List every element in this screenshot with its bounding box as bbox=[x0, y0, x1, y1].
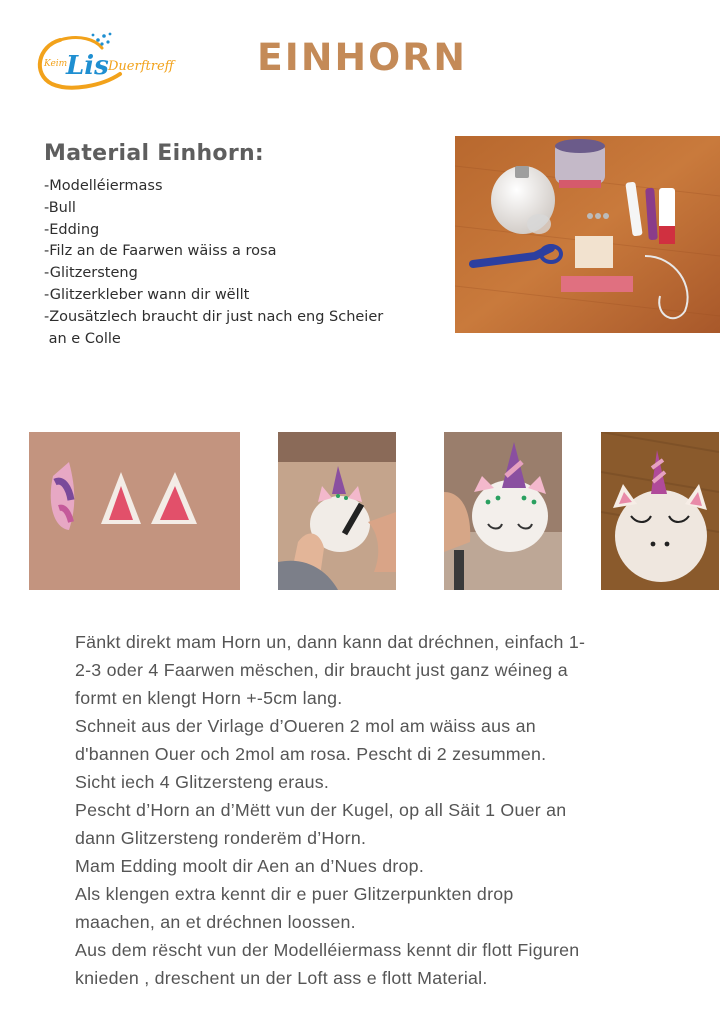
instruction-line: knieden , dreschent un der Loft ass e flott Material. bbox=[75, 968, 488, 988]
instructions-text bbox=[75, 628, 675, 992]
materials-heading: Material Einhorn: bbox=[44, 141, 265, 166]
child-painting-photo bbox=[278, 432, 396, 590]
list-item: -Filz an de Faarwen wäiss a rosa bbox=[44, 243, 277, 260]
list-item: -Bull bbox=[44, 199, 76, 216]
instruction-line: d'bannen Ouer och 2mol am rosa. Pescht di 2 zesummen. bbox=[75, 744, 547, 764]
instruction-line: 2-3 oder 4 Faarwen mëschen, dir braucht just ganz wéineg a bbox=[75, 660, 568, 680]
horn-and-ears-photo bbox=[29, 432, 240, 590]
materials-photo bbox=[455, 136, 720, 333]
materials-list bbox=[44, 176, 454, 350]
finished-unicorn-photo bbox=[601, 432, 719, 590]
instruction-line: Aus dem rëscht vun der Modelléiermass kennt dir flott Figuren bbox=[75, 940, 580, 960]
logo-name-text: Lis bbox=[66, 51, 109, 81]
instruction-line: Fänkt direkt mam Horn un, dann kann dat dréchnen, einfach 1- bbox=[75, 632, 586, 652]
unicorn-ball-closeup-photo bbox=[444, 432, 562, 590]
list-item: -Glitzerkleber wann dir wëllt bbox=[44, 286, 250, 303]
logo-top-text: Keim bbox=[44, 59, 68, 69]
list-item: -Glitzersteng bbox=[44, 265, 138, 282]
list-item: -Modelléiermass bbox=[44, 178, 163, 194]
instruction-line: maachen, an et dréchnen loossen. bbox=[75, 912, 356, 932]
instruction-line: Sicht iech 4 Glitzersteng eraus. bbox=[75, 772, 330, 792]
instruction-line: dann Glitzersteng ronderëm d’Horn. bbox=[75, 828, 367, 848]
logo-suffix-text: Duerftreff bbox=[108, 59, 174, 74]
list-item: -Edding bbox=[44, 221, 100, 238]
instruction-line: Als klengen extra kennt dir e puer Glitzerpunkten drop bbox=[75, 884, 514, 904]
page-title: EINHORN bbox=[256, 36, 467, 79]
instruction-line: formt en klengt Horn +-5cm lang. bbox=[75, 688, 343, 708]
list-item: -Zousätzlech braucht dir just nach eng Scheier bbox=[44, 308, 384, 325]
instruction-line: Mam Edding moolt dir Aen an d’Nues drop. bbox=[75, 856, 425, 876]
list-item: an e Colle bbox=[44, 330, 121, 347]
instruction-line: Pescht d’Horn an d’Mëtt vun der Kugel, op all Säit 1 Ouer an bbox=[75, 800, 567, 820]
instruction-line: Schneit aus der Virlage d’Oueren 2 mol am wäiss aus an bbox=[75, 716, 536, 736]
